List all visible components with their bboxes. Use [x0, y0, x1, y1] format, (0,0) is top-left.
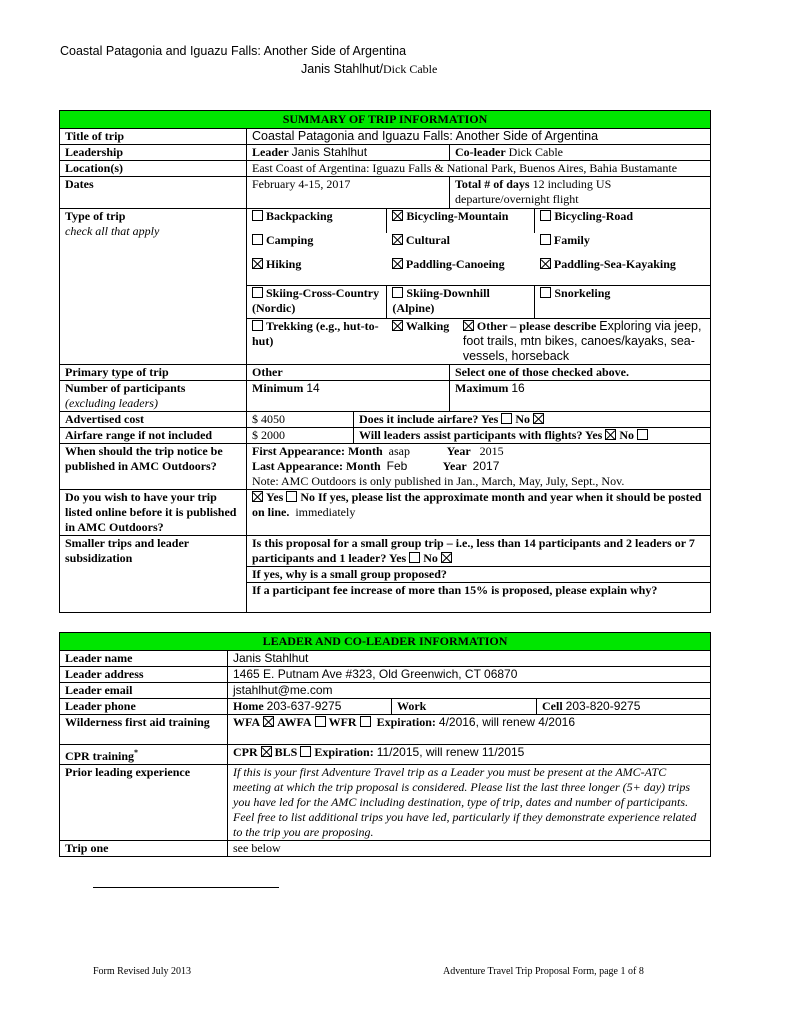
- bicycling-road-label: Bicycling-Road: [554, 209, 634, 223]
- summary-table: [59, 110, 711, 613]
- total-days-field[interactable]: [450, 177, 711, 209]
- maximum-value: 16: [511, 380, 525, 395]
- type-skiing-cross-country[interactable]: [247, 285, 387, 318]
- cpr-checkbox[interactable]: [261, 746, 272, 757]
- minimum-label: Minimum: [252, 380, 304, 395]
- leader-address-field[interactable]: 1465 E. Putnam Ave #323, Old Greenwich, CT 06870: [228, 667, 711, 683]
- wfa-option-label: WFA: [233, 715, 261, 729]
- leader-label: Leader: [252, 145, 289, 159]
- cultural-checkbox[interactable]: [392, 234, 403, 245]
- other-checkbox[interactable]: [463, 320, 474, 331]
- awfa-checkbox[interactable]: [315, 716, 326, 727]
- type-other[interactable]: [462, 318, 710, 364]
- title-of-trip-field[interactable]: Coastal Patagonia and Iguazu Falls: Another Side of Argentina: [247, 129, 711, 145]
- home-phone-label: Home: [233, 699, 264, 713]
- prior-experience-instructions: If this is your first Adventure Travel trip as a Leader you must be present at the AMC-ATC meeting at which the trip proposal is considered. Please list the last three longer (5+ day) trips you have led for the AMC including destination, type of trip, dates and number of participants. Feel free to list additional trips you have led, particularly if they demonstrate experience related to the trip you are proposing.: [228, 765, 711, 841]
- leader-address-label: Leader address: [60, 667, 228, 683]
- participants-label: Number of participants: [65, 380, 186, 395]
- footnote-separator: [93, 887, 279, 888]
- minimum-value: 14: [306, 380, 320, 395]
- cpr-label: CPR training: [65, 749, 134, 763]
- type-of-trip-label: Type of trip: [65, 209, 126, 223]
- coleader-value: Dick Cable: [508, 145, 563, 159]
- notice-label: When should the trip notice be published in AMC Outdoors?: [60, 443, 247, 489]
- header-leader: Janis Stahlhut/: [301, 62, 383, 76]
- notice-field[interactable]: [247, 443, 711, 489]
- small-group-no-label: No: [423, 550, 438, 565]
- type-paddling-canoeing[interactable]: [387, 257, 535, 285]
- type-backpacking[interactable]: [247, 209, 387, 233]
- leader-field[interactable]: [247, 145, 450, 161]
- leader-heading: LEADER AND CO-LEADER INFORMATION: [60, 633, 711, 651]
- small-group-question: Is this proposal for a small group trip – i.e., less than 14 participants and 2 leaders or 7 participants and 1 leader? Yes: [252, 535, 695, 565]
- camping-checkbox[interactable]: [252, 234, 263, 245]
- first-year-label: Year: [446, 443, 471, 458]
- advertised-cost-label: Advertised cost: [60, 411, 247, 427]
- camping-label: Camping: [266, 233, 314, 247]
- type-of-trip-hint: check all that apply: [65, 224, 160, 238]
- primary-type-note-text: Select one of those checked above.: [455, 364, 629, 379]
- paddling-sea-kayaking-checkbox[interactable]: [540, 258, 551, 269]
- bicycling-mountain-checkbox[interactable]: [392, 210, 403, 221]
- coleader-label: Co-leader: [455, 145, 506, 159]
- last-month-value: Feb: [386, 458, 408, 473]
- locations-field[interactable]: East Coast of Argentina: Iguazu Falls & National Park, Buenos Aires, Bahia Bustamante: [247, 161, 711, 177]
- maximum-field[interactable]: [450, 380, 711, 411]
- title-of-trip-label: Title of trip: [60, 129, 247, 145]
- skiing-cross-label: Skiing-Cross-Country (Nordic): [252, 285, 380, 315]
- small-group-yes-checkbox[interactable]: [409, 552, 420, 563]
- assist-question: Will leaders assist participants with flights? Yes: [359, 427, 603, 442]
- wfr-checkbox[interactable]: [360, 716, 371, 727]
- small-group-field[interactable]: [247, 535, 711, 566]
- hiking-checkbox[interactable]: [252, 258, 263, 269]
- minimum-field[interactable]: [247, 380, 450, 411]
- last-year-value: 2017: [472, 458, 500, 473]
- trekking-checkbox[interactable]: [252, 320, 263, 331]
- airfare-range-label: Airfare range if not included: [60, 427, 247, 443]
- coleader-field[interactable]: [450, 145, 711, 161]
- skiing-downhill-label: Skiing-Downhill (Alpine): [392, 285, 490, 315]
- awfa-option-label: AWFA: [277, 715, 312, 729]
- airfare-included-field[interactable]: [354, 411, 711, 427]
- bls-checkbox[interactable]: [300, 746, 311, 757]
- work-phone-field[interactable]: [392, 699, 537, 715]
- work-phone-label: Work: [397, 699, 427, 713]
- airfare-range-field[interactable]: $ 2000: [247, 427, 354, 443]
- family-label: Family: [553, 233, 590, 247]
- leader-table: [59, 632, 711, 857]
- maximum-label: Maximum: [455, 380, 509, 395]
- last-year-label: Year: [442, 458, 467, 473]
- first-appearance-label: First Appearance: Month: [252, 443, 383, 458]
- advertised-cost-field[interactable]: $ 4050: [247, 411, 354, 427]
- wfa-label: Wilderness first aid training: [60, 715, 228, 745]
- online-no-checkbox[interactable]: [286, 491, 297, 502]
- notice-note: Note: AMC Outdoors is only published in Jan., March, May, July, Sept., Nov.: [252, 473, 625, 488]
- airfare-no-label: No: [515, 411, 530, 426]
- backpacking-label: Backpacking: [266, 209, 333, 223]
- paddling-canoeing-checkbox[interactable]: [392, 258, 403, 269]
- dates-label: Dates: [60, 177, 247, 209]
- paddling-canoeing-label: Paddling-Canoeing: [405, 257, 505, 271]
- online-field[interactable]: [247, 489, 711, 535]
- leadership-label: Leadership: [60, 145, 247, 161]
- online-when-value: immediately: [295, 504, 356, 519]
- bicycling-road-checkbox[interactable]: [540, 210, 551, 221]
- leader-email-field[interactable]: jstahlhut@me.com: [228, 683, 711, 699]
- first-year-value: 2015: [479, 443, 504, 458]
- first-month-value: asap: [388, 443, 410, 458]
- skiing-downhill-checkbox[interactable]: [392, 287, 403, 298]
- locations-label: Location(s): [60, 161, 247, 177]
- backpacking-checkbox[interactable]: [252, 210, 263, 221]
- cpr-option-label: CPR: [233, 745, 258, 759]
- type-paddling-sea-kayaking[interactable]: [535, 257, 710, 285]
- total-days-value: 12 including US departure/overnight flight: [455, 177, 612, 206]
- wfa-checkbox[interactable]: [263, 716, 274, 727]
- type-bicycling-mountain[interactable]: [387, 209, 535, 233]
- primary-type-label: Primary type of trip: [60, 364, 247, 380]
- airfare-no-checkbox[interactable]: [533, 413, 544, 424]
- paddling-sea-kayaking-label: Paddling-Sea-Kayaking: [553, 257, 676, 271]
- footer-revision: Form Revised July 2013: [93, 966, 192, 977]
- participants-sub: (excluding leaders): [65, 395, 158, 410]
- wfa-expiration-value: 4/2016, will renew 4/2016: [438, 715, 575, 729]
- cpr-expiration-value: 11/2015, will renew 11/2015: [376, 745, 525, 759]
- primary-type-field[interactable]: Other: [247, 364, 450, 380]
- dates-field[interactable]: February 4-15, 2017: [247, 177, 450, 209]
- leader-name-field[interactable]: Janis Stahlhut: [228, 651, 711, 667]
- online-no-text: No If yes, please list the approximate month and year when it should be posted on line.: [252, 489, 702, 519]
- cpr-footnote-mark: *: [134, 748, 138, 757]
- bls-option-label: BLS: [274, 745, 298, 759]
- home-phone-field[interactable]: [228, 699, 392, 715]
- online-label: Do you wish to have your trip listed online before it is published in AMC Outdoors?: [60, 489, 247, 535]
- prior-experience-label: Prior leading experience: [60, 765, 228, 841]
- type-cultural[interactable]: [387, 233, 535, 257]
- primary-type-note: [450, 364, 711, 380]
- header-coleader: Dick Cable: [383, 62, 438, 76]
- wfr-option-label: WFR: [328, 715, 357, 729]
- type-camping[interactable]: [247, 233, 387, 257]
- airfare-yes-checkbox[interactable]: [501, 413, 512, 424]
- fee-increase-question[interactable]: If a participant fee increase of more than 15% is proposed, please explain why?: [247, 582, 711, 612]
- total-days-label: Total # of days: [455, 177, 530, 191]
- participants-cell: [60, 380, 247, 411]
- type-hiking[interactable]: [247, 257, 387, 285]
- cell-phone-value: 203-820-9275: [565, 699, 641, 713]
- leader-phone-label: Leader phone: [60, 699, 228, 715]
- other-description: Exploring via jeep, foot trails, mtn bikes, canoes/kayaks, sea-vessels, horseback: [462, 318, 702, 363]
- airfare-question: Does it include airfare? Yes: [359, 411, 499, 426]
- document-header-title: Coastal Patagonia and Iguazu Falls: Another Side of Argentina: [60, 44, 407, 58]
- footer-page-number: Adventure Travel Trip Proposal Form, page 1 of 8: [443, 966, 644, 977]
- assist-no-label: No: [619, 427, 635, 442]
- other-label: Other – please describe: [476, 318, 597, 333]
- type-bicycling-road[interactable]: [535, 209, 710, 233]
- small-group-no-checkbox[interactable]: [441, 552, 452, 563]
- walking-label: Walking: [405, 318, 450, 333]
- trip-types-grid: [247, 209, 711, 365]
- assist-flights-field[interactable]: [354, 427, 711, 443]
- cell-phone-label: Cell: [542, 699, 563, 713]
- cell-phone-field[interactable]: [537, 699, 711, 715]
- trekking-label: Trekking (e.g., hut-to-hut): [252, 318, 379, 348]
- walking-checkbox[interactable]: [392, 320, 403, 331]
- hiking-label: Hiking: [266, 257, 302, 271]
- wfa-field[interactable]: [228, 715, 711, 745]
- type-of-trip-cell: [60, 209, 247, 365]
- type-trekking[interactable]: [247, 318, 387, 364]
- cultural-label: Cultural: [405, 233, 450, 247]
- skiing-cross-checkbox[interactable]: [252, 287, 263, 298]
- leader-name-label: Leader name: [60, 651, 228, 667]
- cpr-label-cell: [60, 745, 228, 765]
- snorkeling-label: Snorkeling: [554, 285, 611, 300]
- type-skiing-downhill[interactable]: [387, 285, 535, 318]
- online-yes-label: Yes: [266, 489, 284, 504]
- online-yes-checkbox[interactable]: [252, 491, 263, 502]
- leader-value: Janis Stahlhut: [291, 145, 368, 159]
- home-phone-value: 203-637-9275: [266, 699, 342, 713]
- bicycling-mountain-label: Bicycling-Mountain: [406, 209, 509, 223]
- last-appearance-label: Last Appearance: Month: [252, 458, 381, 473]
- document-header-leaders: [301, 62, 437, 77]
- family-checkbox[interactable]: [540, 234, 551, 245]
- type-family[interactable]: [535, 233, 710, 257]
- trip-one-field[interactable]: see below: [228, 841, 711, 857]
- smaller-trips-label: Smaller trips and leader subsidization: [60, 535, 247, 612]
- small-group-why[interactable]: If yes, why is a small group proposed?: [247, 566, 711, 582]
- wfa-expiration-label: Expiration:: [376, 715, 436, 729]
- cpr-expiration-label: Expiration:: [314, 745, 374, 759]
- type-snorkeling[interactable]: [535, 285, 710, 318]
- trip-one-label: Trip one: [60, 841, 228, 857]
- snorkeling-checkbox[interactable]: [540, 287, 551, 298]
- leader-email-label: Leader email: [60, 683, 228, 699]
- assist-yes-checkbox[interactable]: [605, 429, 616, 440]
- summary-heading: SUMMARY OF TRIP INFORMATION: [60, 111, 711, 129]
- assist-no-checkbox[interactable]: [637, 429, 648, 440]
- cpr-field[interactable]: [228, 745, 711, 765]
